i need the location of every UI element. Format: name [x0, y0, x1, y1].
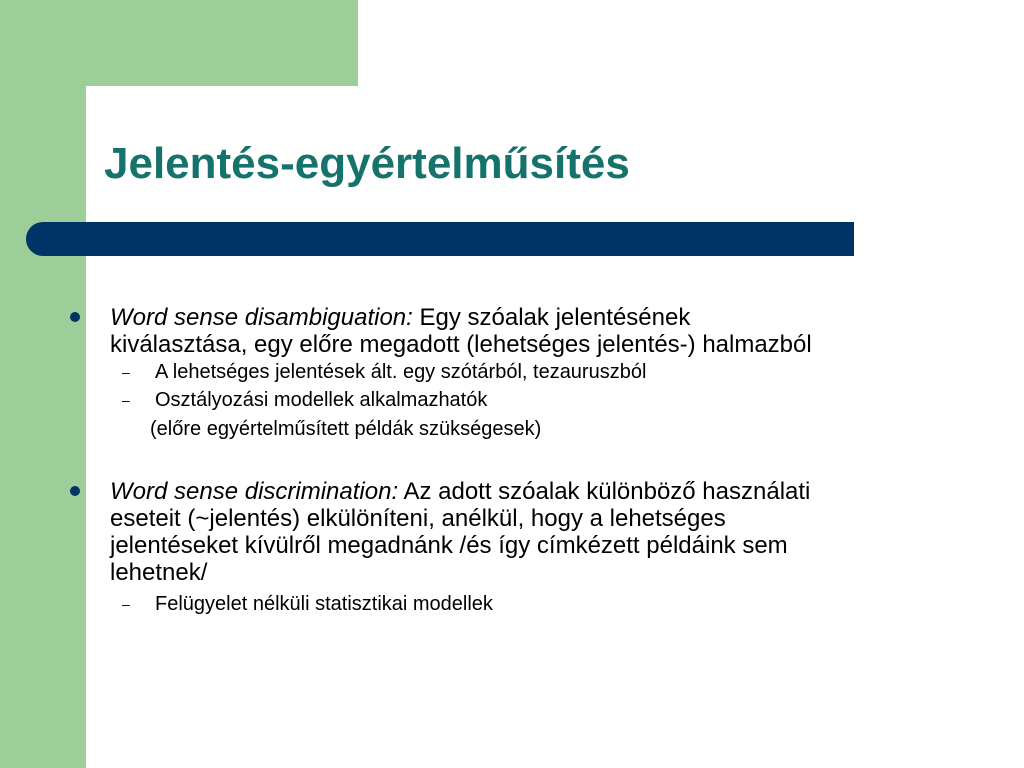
dash-icon: –	[122, 596, 130, 612]
sub-item-text: Osztályozási modellek alkalmazhatók	[155, 389, 488, 411]
bullet-text: jelentéseket kívülről megadnánk /és így címkézett példáink sem	[110, 532, 788, 559]
bullet-term: Word sense disambiguation:	[110, 304, 413, 331]
bullet-text: kiválasztása, egy előre megadott (lehetséges jelentés-) halmazból	[110, 331, 812, 358]
dash-icon: –	[122, 364, 130, 380]
bullet-text: Egy szóalak jelentésének	[412, 304, 691, 331]
title-underline-bar	[26, 222, 854, 256]
bullet-item-disambiguation	[70, 304, 970, 358]
bullet-text: Az adott szóalak különböző használati	[398, 478, 811, 505]
sub-item-note: (előre egyértelműsített példák szükségesek)	[150, 418, 542, 440]
bullet-text: eseteit (~jelentés) elkülöníteni, anélkül, hogy a lehetséges	[110, 505, 726, 532]
spacer	[70, 444, 970, 478]
bullet-text: lehetnek/	[110, 559, 208, 586]
bullet-dot-icon	[70, 312, 80, 322]
bullet-item-discrimination	[70, 478, 970, 586]
slide-title: Jelentés-egyértelműsítés	[104, 139, 630, 188]
sub-item-text: A lehetséges jelentések ált. egy szótárból, tezauruszból	[155, 361, 647, 383]
slide-content	[70, 304, 970, 618]
bullet-term: Word sense discrimination:	[110, 478, 399, 505]
sub-item-text: Felügyelet nélküli statisztikai modellek	[155, 593, 493, 615]
dash-icon: –	[122, 392, 130, 408]
content-background-top	[120, 86, 1024, 126]
sub-item	[70, 358, 970, 386]
bullet-dot-icon	[70, 486, 80, 496]
sub-item	[70, 386, 970, 414]
sub-item	[70, 590, 970, 618]
